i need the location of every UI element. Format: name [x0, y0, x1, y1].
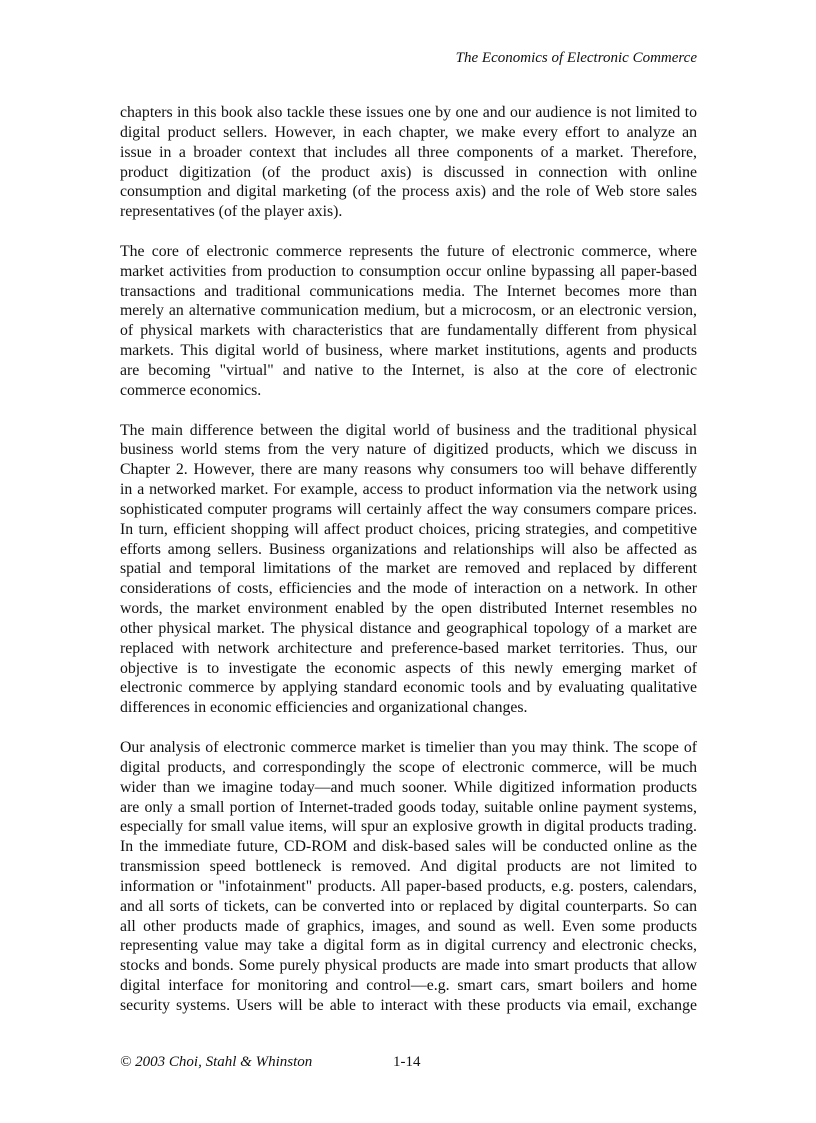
paragraph	[120, 421, 697, 719]
text-line: issue in a broader context that includes all three components of a market. Therefore,	[120, 143, 697, 161]
text-line: transactions and traditional communications media. The Internet becomes more than	[120, 282, 697, 300]
text-line: business world stems from the very nature of digitized products, which we discuss in	[120, 441, 697, 459]
text-line: and all sorts of tickets, can be converted into or replaced by digital counterparts. So can	[120, 897, 697, 915]
text-line: electronic commerce by applying standard economic tools and by evaluating qualitative	[120, 679, 697, 697]
text-line: In the immediate future, CD-ROM and disk-based sales will be conducted online as the	[120, 838, 697, 856]
text-line: chapters in this book also tackle these issues one by one and our audience is not limited to	[120, 104, 697, 121]
text-line: wider than we imagine today—and much sooner. While digitized information products	[120, 778, 697, 796]
text-line: transmission speed bottleneck is removed. And digital products are not limited to	[120, 858, 697, 876]
text-line: stocks and bonds. Some purely physical products are made into smart products that allow	[120, 957, 697, 975]
text-line: Chapter 2. However, there are many reasons why consumers too will behave differently	[120, 461, 697, 479]
text-line: merely an alternative communication medium, but a microcosm, or an electronic version,	[120, 302, 697, 320]
paragraph	[120, 103, 697, 222]
text-line: are only a small portion of Internet-traded goods today, suitable online payment systems,	[120, 798, 697, 816]
text-line: market activities from production to consumption occur online bypassing all paper-based	[120, 262, 697, 280]
text-line: representatives (of the player axis).	[120, 203, 343, 221]
running-header: The Economics of Electronic Commerce	[455, 50, 697, 66]
text-line: efforts among sellers. Business organizations and relationships will also be affected as	[120, 540, 697, 558]
text-line: digital product sellers. However, in each chapter, we make every effort to analyze an	[120, 123, 697, 141]
text-line: of physical markets with characteristics that are fundamentally different from physical	[120, 322, 697, 340]
copyright-notice: © 2003 Choi, Stahl & Whinston	[120, 1054, 313, 1070]
text-line: objective is to investigate the economic aspects of this newly emerging market of	[120, 659, 697, 677]
text-line: digital interface for monitoring and control—e.g. smart cars, smart boilers and home	[120, 977, 697, 995]
text-line: representing value may take a digital form as in digital currency and electronic checks,	[120, 937, 697, 955]
text-line: In turn, efficient shopping will affect product choices, pricing strategies, and competitive	[120, 520, 697, 538]
text-line: all other products made of graphics, images, and sound as well. Even some products	[120, 917, 697, 935]
text-line: in a networked market. For example, access to product information via the network using	[120, 481, 697, 499]
text-line: consumption and digital marketing (of the process axis) and the role of Web store sales	[120, 183, 697, 201]
text-line: words, the market environment enabled by the open distributed Internet resembles no	[120, 600, 697, 618]
text-line: digital products, and correspondingly the scope of electronic commerce, will be much	[120, 758, 697, 776]
text-line: are becoming "virtual" and native to the Internet, is also at the core of electronic	[120, 361, 697, 379]
text-line: product digitization (of the product axis) is discussed in connection with online	[120, 163, 697, 181]
text-line: security systems. Users will be able to interact with these products via email, exchange	[120, 996, 697, 1014]
text-line: especially for small value items, will spur an explosive growth in digital products trading.	[120, 818, 697, 836]
text-line: commerce economics.	[120, 381, 262, 399]
page-body	[120, 103, 697, 1036]
text-line: markets. This digital world of business, where market institutions, agents and products	[120, 342, 697, 360]
text-line: sophisticated computer programs will certainly affect the way consumers compare prices.	[120, 500, 697, 518]
paragraph	[120, 242, 697, 401]
page-number: 1-14	[393, 1054, 421, 1070]
text-line: considerations of costs, efficiencies and the mode of interaction on a network. In other	[120, 580, 697, 598]
text-line: information or "infotainment" products. All paper-based products, e.g. posters, calendars,	[120, 877, 697, 895]
text-line: Our analysis of electronic commerce market is timelier than you may think. The scope of	[120, 739, 697, 756]
page-footer	[120, 1054, 421, 1071]
text-line: spatial and temporal limitations of the market are removed and replaced by different	[120, 560, 697, 578]
text-line: The core of electronic commerce represents the future of electronic commerce, where	[120, 242, 697, 260]
text-line: replaced with network architecture and preference-based market territories. Thus, our	[120, 639, 697, 657]
text-line: differences in economic efficiencies and organizational changes.	[120, 699, 528, 717]
text-line: The main difference between the digital world of business and the traditional physical	[120, 421, 697, 439]
text-line: other physical market. The physical distance and geographical topology of a market are	[120, 619, 697, 637]
paragraph	[120, 738, 697, 1016]
